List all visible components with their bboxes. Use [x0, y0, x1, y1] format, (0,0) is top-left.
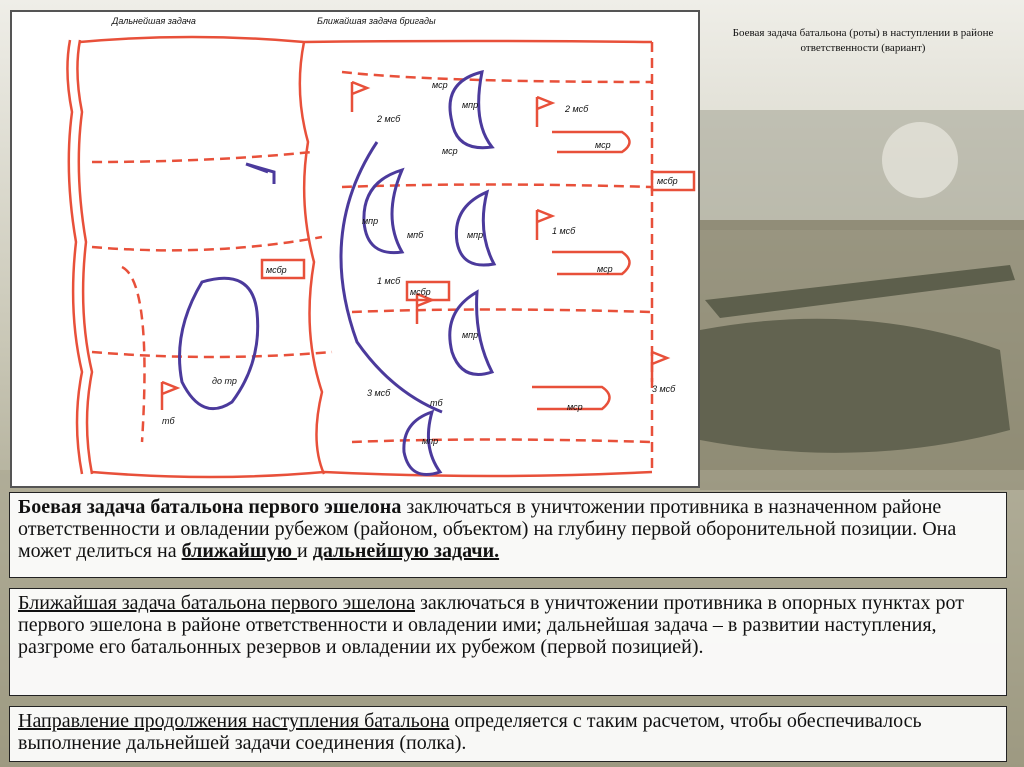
map-label-msr-2: мср: [442, 146, 458, 156]
map-label-mpb: мпб: [407, 230, 424, 240]
map-label-msbr-2: мсбр: [266, 265, 287, 275]
map-label-3msb-right: 3 мсб: [652, 384, 676, 394]
box1-text: заключаться в уничтожении противника в назначенном районе ответственности и овладении рубежом (районом, объектом) на глубину первой оборонительной позиции. Она может делиться на: [18, 496, 957, 562]
map-label-msr-3: мср: [595, 140, 611, 150]
map-label-msbr-1: мсбр: [657, 176, 678, 186]
box1-far-link: дальнейшую задачи.: [312, 540, 500, 562]
text-box-direction: [9, 706, 1007, 762]
box3-text: определяется с таким расчетом, чтобы обеспечивалось выполнение дальнейшей задачи соединения (полка).: [18, 710, 922, 754]
map-label-tb-1: тб: [162, 416, 175, 426]
map-label-2msb: 2 мсб: [377, 114, 401, 124]
svg-text:Дальнейшая задача: Дальнейшая задача: [112, 16, 196, 26]
figure-caption: Боевая задача батальона (роты) в наступлении в районе ответственности (вариант): [732, 27, 994, 54]
map-label-msr-5: мср: [567, 402, 583, 412]
map-label-1msb-left: 1 мсб: [377, 276, 401, 286]
map-label-do-tr: до тр: [212, 376, 237, 386]
tactical-map: [12, 12, 702, 490]
box1-lead: Боевая задача батальона первого эшелона: [18, 496, 402, 518]
tactical-map-panel: [10, 10, 700, 488]
map-label-msbr-3: мсбр: [410, 287, 431, 297]
map-label-mpr-1: мпр: [462, 100, 479, 110]
map-label-mpr-5: мпр: [422, 436, 439, 446]
map-label-tb-2: тб: [430, 398, 443, 408]
map-label-mpr-3: мпр: [467, 230, 484, 240]
box3-lead: Направление продолжения наступления батальона: [18, 710, 450, 732]
box1-and: и: [297, 540, 313, 562]
box2-text: заключаться в уничтожении противника в опорных пунктах рот первого эшелона в районе ответственности и овладении ими; дальнейшая задача – в развитии наступления, разгроме его батальонных резервов и овладении их рубежом (первой позицией).: [18, 592, 964, 658]
box2-lead: Ближайшая задача батальона первого эшелона: [18, 592, 416, 614]
map-label-mpr-2: мпр: [362, 216, 379, 226]
map-label-3msb: 3 мсб: [367, 388, 391, 398]
map-label-mpr-4: мпр: [462, 330, 479, 340]
map-label-2msb-right: 2 мсб: [565, 104, 589, 114]
box1-near-link: ближайшую: [181, 540, 298, 562]
map-label-1msb: 1 мсб: [552, 226, 576, 236]
svg-text:Ближайшая задача бригады: Ближайшая задача бригады: [317, 16, 436, 26]
text-box-combat-task: [9, 492, 1007, 578]
text-box-near-task: [9, 588, 1007, 696]
map-label-msr-1: мср: [432, 80, 448, 90]
map-label-msr-4: мср: [597, 264, 613, 274]
